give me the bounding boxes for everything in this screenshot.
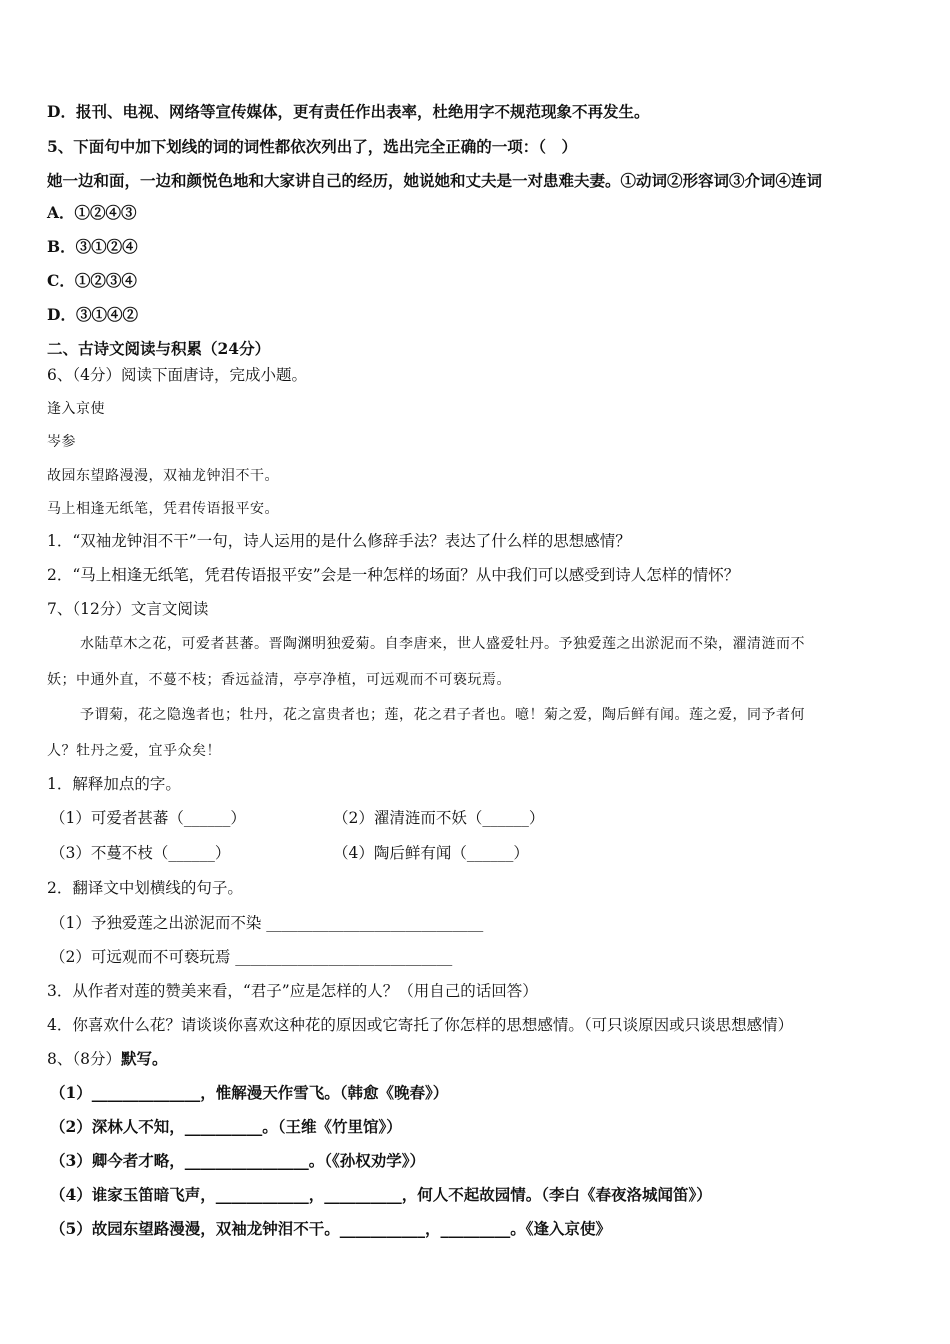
passage-p1-line-1: 水陆草木之花，可爱者甚蕃。晋陶渊明独爱菊。自李唐来，世人盛爱牡丹。予独爱莲之出淤泥而不染，濯清涟而不 xyxy=(80,636,805,652)
q6-sub-2: 2．“马上相逢无纸笔，凭君传语报平安”会是一种怎样的场面？从中我们可以感受到诗人怎样的情怀？ xyxy=(47,566,740,584)
q4-option-d: D．报刊、电视、网络等宣传媒体，更有责任作出表率，杜绝用字不规范现象不再发生。 xyxy=(47,102,650,121)
q5-option-c: C．①②③④ xyxy=(47,271,137,290)
q7-sub-1-item-3: （3）不蔓不枝（______） xyxy=(50,844,231,862)
q7-sub-3: 3．从作者对莲的赞美来看，“君子”应是怎样的人？（用自己的话回答） xyxy=(47,982,538,1000)
q5-option-a: A．①②④③ xyxy=(47,203,137,222)
q5-sentence: 她一边和面，一边和颜悦色地和大家讲自己的经历，她说她和丈夫是一对患难夫妻。①动词②形容词③介词④连词 xyxy=(47,171,823,190)
q7-stem: 7、（12分）文言文阅读 xyxy=(47,600,209,618)
q8-item-5: （5）故园东望路漫漫，双袖龙钟泪不干。___________，_________。《逢入京使》 xyxy=(50,1219,612,1238)
q7-sub-2: 2．翻译文中划横线的句子。 xyxy=(47,879,243,897)
q8-item-3: （3）卿今者才略，________________。（《孙权劝学》） xyxy=(50,1151,426,1170)
q5-option-d: D．③①④② xyxy=(47,305,138,324)
q8-stem-title: 默写。 xyxy=(120,1049,168,1068)
passage-p2-line-2: 人？牡丹之爱，宜乎众矣！ xyxy=(47,743,221,759)
q8-stem-prefix: 8、（8分） xyxy=(47,1050,121,1068)
q8-stem xyxy=(47,1049,168,1069)
q8-item-1: （1）______________，惟解漫天作雪飞。（韩愈《晚春》） xyxy=(50,1083,449,1102)
poem-line-2: 马上相逢无纸笔，凭君传语报平安。 xyxy=(47,501,279,517)
q8-item-4: （4）谁家玉笛暗飞声，____________，__________，何人不起故园情。（李白《春夜洛城闻笛》） xyxy=(50,1185,712,1204)
q7-sub-2-item-2: （2）可远观而不可亵玩焉 ____________________________ xyxy=(50,948,453,966)
section-heading: 二、古诗文阅读与积累（24分） xyxy=(47,339,271,358)
passage-p2-line-1: 予谓菊，花之隐逸者也；牡丹，花之富贵者也；莲，花之君子者也。噫！菊之爱，陶后鲜有闻。莲之爱，同予者何 xyxy=(80,707,805,723)
poem-title: 逢入京使 xyxy=(47,401,105,417)
q7-sub-1-item-1: （1）可爱者甚蕃（______） xyxy=(50,809,246,827)
q7-sub-2-item-1: （1）予独爱莲之出淤泥而不染 ____________________________ xyxy=(50,914,484,932)
passage-p1-line-2: 妖；中通外直，不蔓不枝；香远益清，亭亭净植，可远观而不可亵玩焉。 xyxy=(47,672,511,688)
q6-sub-1: 1．“双袖龙钟泪不干”一句，诗人运用的是什么修辞手法？表达了什么样的思想感情？ xyxy=(47,532,631,550)
q7-sub-1: 1．解释加点的字。 xyxy=(47,775,181,793)
q7-sub-1-item-4: （4）陶后鲜有闻（______） xyxy=(333,844,529,862)
q7-sub-1-item-2: （2）濯清涟而不妖（______） xyxy=(333,809,545,827)
poem-author: 岑参 xyxy=(47,434,76,450)
q5-stem: 5、下面句中加下划线的词的词性都依次列出了，选出完全正确的一项：（ ） xyxy=(47,137,578,156)
q8-item-2: （2）深林人不知，__________。（王维《竹里馆》） xyxy=(50,1117,402,1136)
q5-option-b: B．③①②④ xyxy=(47,237,138,256)
poem-line-1: 故园东望路漫漫，双袖龙钟泪不干。 xyxy=(47,468,279,484)
q7-sub-4: 4．你喜欢什么花？请谈谈你喜欢这种花的原因或它寄托了你怎样的思想感情。（可只谈原因或只谈思想感情） xyxy=(47,1016,794,1034)
q6-stem: 6、（4分）阅读下面唐诗，完成小题。 xyxy=(47,366,307,384)
